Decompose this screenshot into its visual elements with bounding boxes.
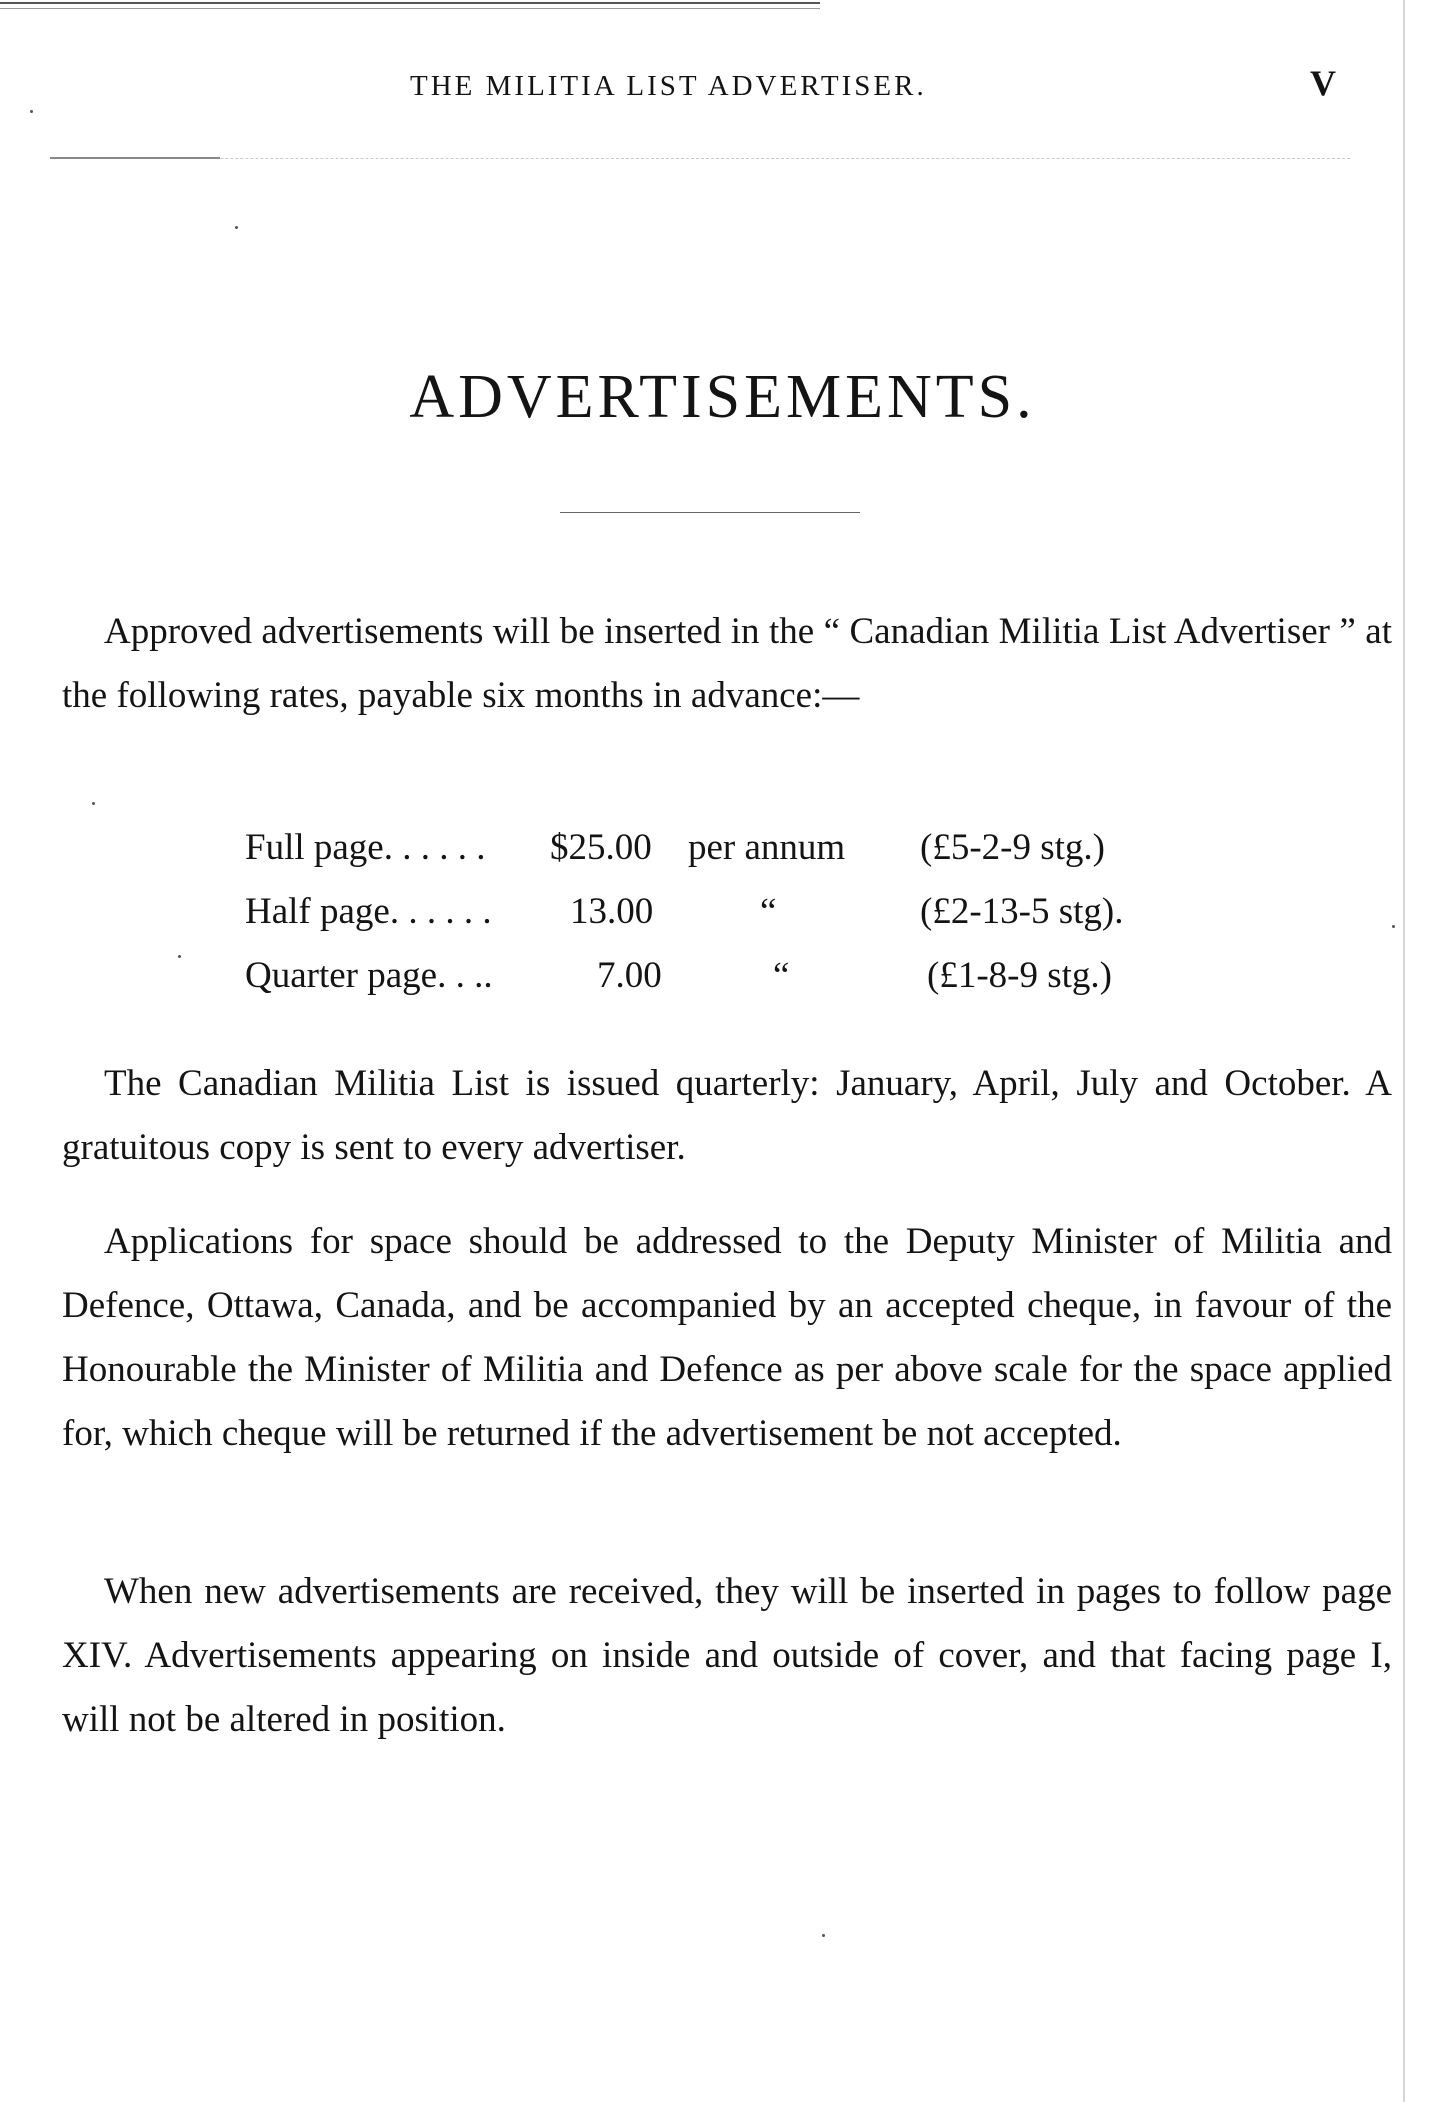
rate-unit: “: [760, 891, 777, 932]
page-edge-shadow: [1403, 0, 1405, 2102]
rate-unit: per annum: [688, 827, 846, 868]
page-number: V: [1310, 63, 1336, 103]
paragraph-issued: The Canadian Militia List is issued quarterly: January, April, July and October. A gratuitous copy is sent to every advertiser.: [62, 1063, 1392, 1168]
rate-price: 7.00: [597, 955, 662, 996]
rate-price: $25.00: [550, 827, 652, 868]
rate-unit: “: [773, 955, 790, 996]
paragraph-intro: Approved advertisements will be inserted in the “ Canadian Militia List Advertiser ” at the following rates, payable six months in advance:—: [62, 611, 1392, 716]
rate-row-half-page: [245, 890, 1245, 954]
header-rule: [50, 158, 1350, 159]
rate-label: Half page. . . . . .: [245, 891, 492, 932]
running-title: THE MILITIA LIST ADVERTISER.: [410, 70, 927, 102]
rate-sterling: (£5-2-9 stg.): [920, 827, 1105, 868]
paragraph-applications: Applications for space should be addressed to the Deputy Minister of Militia and Defence, Ottawa, Canada, and be accompanied by an accepted cheque, in favour of the Honourable the Minister of Militia and Defence as per above scale for the space applied for, which cheque will be returned if the advertisement be not accepted.: [62, 1221, 1392, 1454]
rate-row-full-page: [245, 826, 1245, 890]
page-title: ADVERTISEMENTS.: [409, 363, 1036, 431]
print-speck: [822, 1934, 825, 1937]
running-header: [0, 62, 1445, 112]
rate-label: Quarter page. . ..: [245, 955, 493, 996]
title-rule: [560, 512, 860, 513]
rates-table: [245, 826, 1245, 1018]
print-speck: [178, 955, 181, 958]
rate-price: 13.00: [570, 891, 654, 932]
print-speck: [92, 802, 95, 805]
rate-sterling: (£1-8-9 stg.): [927, 955, 1112, 996]
print-speck: [235, 226, 238, 229]
top-border-rule: [0, 2, 820, 9]
paragraph-new-ads: When new advertisements are received, they will be inserted in pages to follow page XIV. Advertisements appearing on inside and outside of cover, and that facing page I, will not be altered in position.: [62, 1571, 1392, 1740]
rate-sterling: (£2-13-5 stg).: [920, 891, 1124, 932]
print-speck: [1392, 925, 1395, 928]
rate-label: Full page. . . . . .: [245, 827, 486, 868]
rate-row-quarter-page: [245, 954, 1245, 1018]
header-rule-left: [50, 157, 220, 159]
print-speck: [30, 110, 33, 113]
